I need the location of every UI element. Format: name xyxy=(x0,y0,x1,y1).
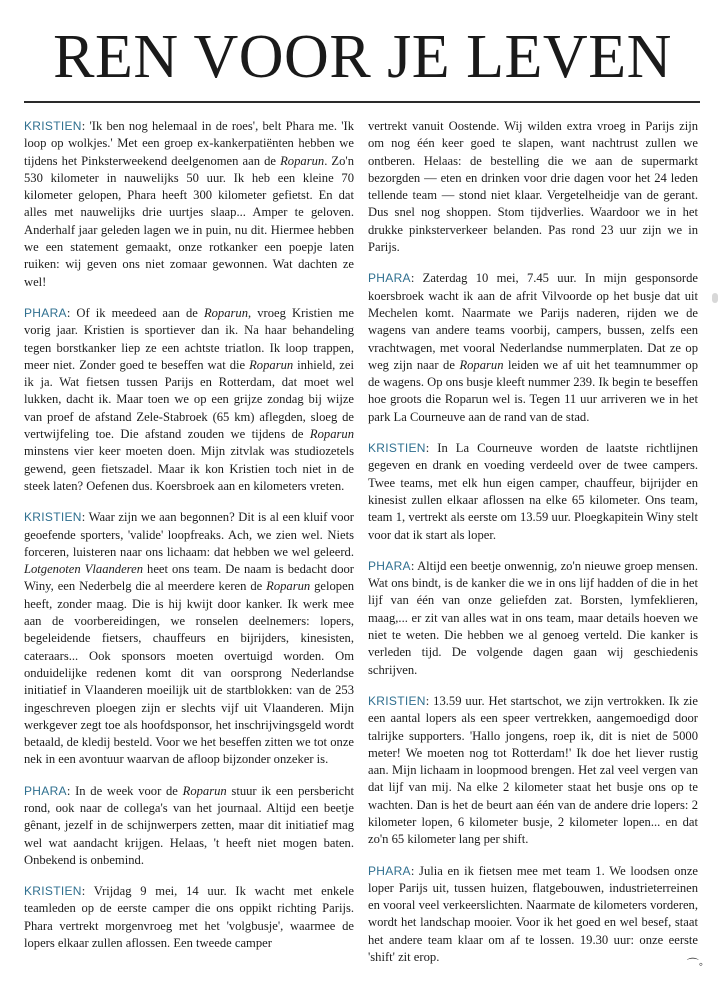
paragraph xyxy=(24,883,354,952)
paragraph-text: leiden we af uit het teamnummer op de wagens. Op ons busje kleeft nummer 239. Ik begin te beseffen hoe groots die Roparun wel is. Tegen 11 uur arriveren we in het park La Courneuve aan de rand van de stad. xyxy=(368,357,698,424)
speaker-label: KRISTIEN xyxy=(24,884,82,899)
speaker-label: PHARA xyxy=(368,558,411,573)
paragraph-text: : In La Courneuve worden de laatste richtlijnen gegeven en drank en voeding verdeeld over de twee campers. Twee teams, met elk hun eigen camper, chauffeur, bijrijder en kinesist zullen elkaar aflossen na elke 65 kilometer. Ons team, team 1, vertrekt als eerste om 13.59 uur. Ploegkapitein Winy stelt voor dat ik start als loper. xyxy=(368,441,698,542)
speaker-label: KRISTIEN xyxy=(24,119,82,133)
margin-mark xyxy=(712,293,718,303)
paragraph-text: : Altijd een beetje onwennig, zo'n nieuwe groep mensen. Wat ons bindt, is de kanker die we in ons lijf hadden of die in het lijf van één van onze geliefden zat. Borsten, lymfeklieren, maag,... er zit van alles wat in ons team, maar details hoeven we niet te weten. Die hebben we al genoeg verteld. Die kanker is verleden tijd. De volgende dagen gaan wij geschiedenis schrijven. xyxy=(368,558,698,677)
italic-term: Roparun xyxy=(266,579,311,594)
right-column xyxy=(368,118,698,980)
speaker-label: PHARA xyxy=(24,305,67,320)
paragraph xyxy=(368,863,698,967)
paragraph-text: , vroeg Kristien me vorig jaar. Kristien is sportiever dan ik. Na haar behandeling tegen borstkanker liep ze een achtste triatlon. Ik loop trappen, meer niet. Zonder goed te beseffen wat die xyxy=(24,305,354,372)
paragraph-text: inhield, zei ik ja. Wat fietsen tussen Parijs en Rotterdam, dat moet wel lukken, dacht ik. Maar toen we op een grijze zondag bij wijze van proef de afstand Zele-Stabroek (65 km) aflegden, sloeg de vertwijfeling toe. Die afstand zouden we tijdens de xyxy=(24,357,354,442)
page-title: REN VOOR JE LEVEN xyxy=(53,23,672,91)
paragraph xyxy=(368,693,698,849)
italic-term: Roparun xyxy=(459,357,504,372)
paragraph-text: vertrekt vanuit Oostende. Wij wilden extra vroeg in Parijs zijn om nog één keer goed te slapen, want nachtrust zullen we ontberen. Helaas: de bestelling die we aan de supermarkt bezorgden — eten en drinken voor drie dagen voor het 24 leden tellende team — stond niet klaar. Vergetelheidje van de gerant. Dus snel nog shoppen. Stom tijdverlies. Waardoor we in het drukke pinksterverkeer belanden. Pas rond 23 uur zijn we in Parijs. xyxy=(368,119,698,255)
end-of-article-mark: ⌒◦ xyxy=(686,957,703,971)
paragraph xyxy=(24,118,354,291)
paragraph xyxy=(368,118,698,256)
paragraph xyxy=(24,305,354,495)
paragraph-text: : 'Ik ben nog helemaal in de roes', belt Phara me. 'Ik loop op wolkjes.' Met een groep ex-kankerpatiënten hebben we tijdens het Pinksterweekend deelgenomen aan de xyxy=(24,119,354,168)
paragraph-text: stuur ik een persbericht rond, ook naar de collega's van het journaal. Altijd een beetje gênant, jezelf in de schijnwerpers zetten, maar dit initiatief mag wel wat aandacht krijgen. Helaas, 't heeft niet mogen baten. Onbekend is onbemind. xyxy=(24,783,355,867)
paragraph-text: heet ons team. De naam is bedacht door Winy, een Nederbelg die al meerdere keren de xyxy=(24,562,354,594)
paragraph-text: : In de week voor de xyxy=(66,783,183,798)
paragraph-text: : Waar zijn we aan begonnen? Dit is al een kluif voor geoefende sporters, 'valide' loopfreaks. Ach, we zien wel. Niets forceren, luisteren naar ons lichaam: dat hebben we wel geleerd. xyxy=(24,510,354,559)
italic-term: Roparun xyxy=(203,305,249,320)
speaker-label: KRISTIEN xyxy=(368,441,426,456)
italic-term: Roparun xyxy=(249,357,294,372)
title-divider xyxy=(24,101,700,103)
left-column xyxy=(24,118,354,966)
speaker-label: KRISTIEN xyxy=(24,510,82,525)
paragraph xyxy=(368,558,698,679)
paragraph-text: minstens vier keer moeten doen. Mijn zitvlak was studiozetels gewend, geen fietszadel. Maar ik kon Kristien toch niet in de steek laten? Oefenen dus. Koersbroek aan en kilometers vreten. xyxy=(24,444,354,493)
paragraph xyxy=(24,783,354,869)
italic-term: Roparun xyxy=(280,153,325,168)
speaker-label: PHARA xyxy=(368,863,411,878)
paragraph-text: : Julia en ik fietsen mee met team 1. We loodsen onze loper Parijs uit, tussen huizen, flatgebouwen, industrieterreinen en vooral veel verkeerslichten. Naarmate de kilometers vorderen, wordt het landschap mooier. Voor ik het goed en wel besef, staat het andere team klaar om af te lossen. 19.30 uur: onze eerste 'shift' zit erop. xyxy=(368,863,698,965)
paragraph-text: : Vrijdag 9 mei, 14 uur. Ik wacht met enkele teamleden op de eerste camper die ons oppikt richting Parijs. Phara vertrekt morgenvroeg met het 'volgbusje', waarmee de lopers elkaar zullen aflossen. Een tweede camper xyxy=(24,884,354,951)
paragraph xyxy=(368,270,698,426)
speaker-label: PHARA xyxy=(24,783,67,798)
speaker-label: PHARA xyxy=(368,271,411,286)
paragraph-text: : Of ik meedeed aan de xyxy=(66,305,204,320)
paragraph-text: : Zaterdag 10 mei, 7.45 uur. In mijn gesponsorde koersbroek wacht ik aan de afrit Vilvoorde op het busje dat uit Mechelen komt. Naarmate we Parijs naderen, rijden we de wagens van andere teams voorbij, campers, bussen, zelfs een vrachtwagen, met vooral Nederlandse nummerplaten. Dat ze op weg zijn naar de xyxy=(368,271,698,372)
italic-term: Lotgenoten Vlaanderen xyxy=(24,562,143,577)
italic-term: Roparun xyxy=(309,427,354,442)
paragraph-text: . Zo'n 530 kilometer in nauwelijks 50 uur. Ik heb een kleine 70 kilometer gelopen, Phara heeft 300 kilometer gefietst. En dat alles met nauwelijks drie uurtjes slaap... Amper te geloven. Anderhalf jaar geleden lagen we in puin, nu dit. Hiermee hebben we een statement gemaakt, onze rotkanker een poepje laten ruiken: wij geven ons niet zomaar gewonnen. Wat dachten ze wel! xyxy=(24,153,354,289)
italic-term: Roparun xyxy=(182,783,227,798)
paragraph xyxy=(24,509,354,768)
paragraph-text: gelopen heeft, zonder maag. Die is hij kwijt door kanker. Ik werk mee aan de voorbereidingen, we ronselen deelnemers: lopers, begeleidende fietsers, chauffeurs en bijrijders, kinesisten, cateraars... Ook sponsors moeten overtuigd worden. Om onduidelijke redenen komt dit van oorsprong Nederlandse initiatief in Vlaanderen moeilijk uit de startblokken: van de 253 ingeschreven ploegen zijn er slechts vijf uit Vlaanderen. Mijn werkgever zegt toe als hoofdsponsor, het inschrijvingsgeld wordt betaald, de kledij besteld. Voor we het beseffen zitten we tot onze nek in een avontuur waarvan de afloop bijzonder onzeker is. xyxy=(24,579,354,767)
paragraph-text: : 13.59 uur. Het startschot, we zijn vertrokken. Ik zie een aantal lopers als een speer vertrekken, aangemoedigd door talrijke supporters. 'Hallo jongens, roep ik, dit is niet de 5000 meter! We moeten nog tot Rotterdam!' Ik doe het liever rustig aan. Mijn lichaam in loopmood brengen. Het zal veel vergen van dat lijf van mij. Na elke 2 kilometer staat het busje ons op te wachten. Dan is het de beurt aan één van de andere drie lopers: 2 kilometer lopen, 6 kilometer busje, 2 kilometer lopen... en dat zo'n 65 kilometer lang per shift. xyxy=(368,693,698,847)
paragraph xyxy=(368,440,698,544)
speaker-label: KRISTIEN xyxy=(368,693,426,708)
